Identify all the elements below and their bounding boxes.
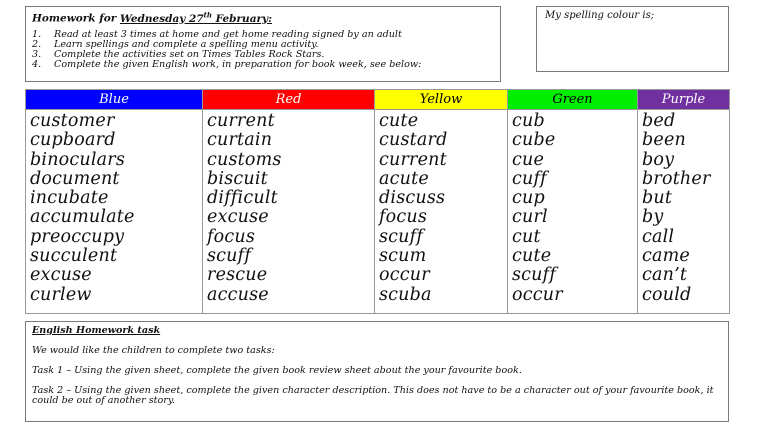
spelling-word: document xyxy=(30,168,120,189)
english-task-2: Task 2 – Using the given sheet, complete the given character description. This does not have to be a character out of your favourite book, it could be out of another story. xyxy=(32,385,714,406)
spelling-word: accuse xyxy=(207,284,269,305)
homework-item-number: 1. xyxy=(32,28,42,40)
spelling-colour-label: My spelling colour is; xyxy=(545,10,655,21)
spelling-word: curlew xyxy=(30,284,92,305)
spelling-table xyxy=(25,89,730,314)
spelling-word: focus xyxy=(379,207,428,228)
homework-item-text: Complete the activities set on Times Tables Rock Stars. xyxy=(54,48,325,60)
spelling-header-row xyxy=(26,90,730,110)
spelling-word: cube xyxy=(512,130,556,151)
spelling-words-row xyxy=(26,110,730,314)
spelling-word: cute xyxy=(512,246,552,267)
spelling-word: call xyxy=(642,226,675,247)
homework-item xyxy=(32,40,494,50)
spelling-word: cute xyxy=(379,111,419,131)
spelling-word: difficult xyxy=(207,188,278,209)
homework-title-prefix: Homework for xyxy=(32,12,120,25)
spelling-colour-box xyxy=(536,6,729,72)
spelling-word: scuff xyxy=(207,246,252,267)
spelling-word: scuba xyxy=(379,284,432,305)
word-list-blue xyxy=(26,110,203,314)
english-task-1: Task 1 – Using the given sheet, complete the given book review sheet about the your favourite book. xyxy=(32,365,522,376)
spelling-word: customs xyxy=(207,149,282,170)
spelling-word: excuse xyxy=(207,207,269,228)
spelling-word: scuff xyxy=(512,265,557,286)
homework-item xyxy=(32,60,494,70)
column-header-green: Green xyxy=(508,90,638,110)
spelling-word: cuff xyxy=(512,168,547,189)
word-list-yellow xyxy=(375,110,508,314)
spelling-word: scum xyxy=(379,246,427,267)
spelling-word: biscuit xyxy=(207,168,268,189)
spelling-word: focus xyxy=(207,226,256,247)
spelling-word: acute xyxy=(379,168,429,189)
homework-item xyxy=(32,30,494,40)
spelling-word: curtain xyxy=(207,130,273,151)
word-list-red xyxy=(203,110,375,314)
spelling-word: by xyxy=(642,207,664,228)
homework-date-month: February: xyxy=(211,12,273,25)
homework-item-number: 2. xyxy=(32,38,42,50)
spelling-word: scuff xyxy=(379,226,424,247)
homework-item-text: Read at least 3 times at home and get home reading signed by an adult xyxy=(54,28,402,40)
homework-date-sup: th xyxy=(203,10,212,19)
spelling-word: occur xyxy=(379,265,430,286)
spelling-word: boy xyxy=(642,149,675,170)
homework-list xyxy=(32,30,494,70)
homework-instructions-box xyxy=(25,6,501,82)
homework-item xyxy=(32,50,494,60)
column-header-blue: Blue xyxy=(26,90,203,110)
spelling-word: discuss xyxy=(379,188,446,209)
spelling-word: accumulate xyxy=(30,207,135,228)
spelling-word: excuse xyxy=(30,265,92,286)
spelling-word: bed xyxy=(642,111,676,131)
word-list-green xyxy=(508,110,638,314)
word-list-purple xyxy=(638,110,730,314)
spelling-word: cue xyxy=(512,149,545,170)
spelling-word: rescue xyxy=(207,265,268,286)
spelling-word: can’t xyxy=(642,265,688,286)
spelling-word: occur xyxy=(512,284,563,305)
spelling-word: succulent xyxy=(30,246,118,267)
homework-title xyxy=(32,10,494,25)
spelling-word: incubate xyxy=(30,188,109,209)
spelling-word: customer xyxy=(30,111,115,131)
spelling-word: cupboard xyxy=(30,130,116,151)
spelling-word: custard xyxy=(379,130,448,151)
english-task-title: English Homework task xyxy=(32,325,161,336)
spelling-word: current xyxy=(379,149,447,170)
spelling-word: cut xyxy=(512,226,541,247)
homework-date-day: Wednesday 27 xyxy=(119,12,204,25)
spelling-word: preoccupy xyxy=(30,226,125,247)
column-header-yellow: Yellow xyxy=(375,90,508,110)
spelling-word: binoculars xyxy=(30,149,126,170)
spelling-word: cup xyxy=(512,188,545,209)
homework-item-number: 3. xyxy=(32,48,42,60)
spelling-word: cub xyxy=(512,111,545,131)
spelling-word: came xyxy=(642,246,690,267)
column-header-purple: Purple xyxy=(638,90,730,110)
spelling-word: but xyxy=(642,188,673,209)
spelling-word: current xyxy=(207,111,275,131)
spelling-word: could xyxy=(642,284,692,305)
homework-date xyxy=(119,10,273,25)
column-header-red: Red xyxy=(203,90,375,110)
spelling-word: curl xyxy=(512,207,548,228)
spelling-word: brother xyxy=(642,168,711,189)
english-homework-task-box xyxy=(25,321,729,422)
spelling-word: been xyxy=(642,130,686,151)
homework-item-text: Learn spellings and complete a spelling menu activity. xyxy=(54,38,319,50)
homework-item-number: 4. xyxy=(32,58,42,70)
english-task-intro: We would like the children to complete two tasks: xyxy=(32,345,275,356)
homework-item-text: Complete the given English work, in preparation for book week, see below: xyxy=(54,58,422,70)
